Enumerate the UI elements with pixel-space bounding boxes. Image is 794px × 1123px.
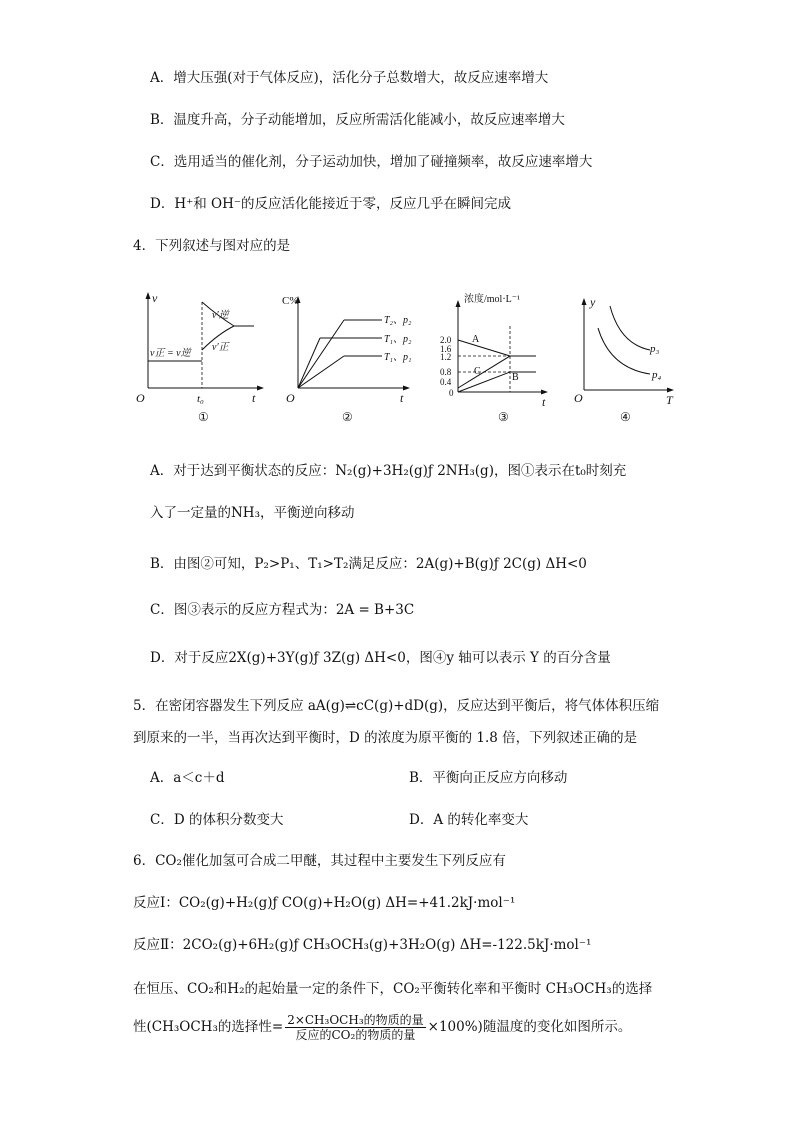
q5-option-b: B．平衡向正反应方向移动	[409, 770, 568, 786]
fig4-caption: ④	[620, 410, 631, 424]
q6-line4-prefix: 性(CH₃OCH₃的选择性=	[133, 1019, 284, 1035]
fig3-tick: 2.0	[440, 335, 452, 345]
fig3-label-c: C	[474, 366, 481, 377]
q6-stem: 6．CO₂催化加氢可合成二甲醚，其过程中主要发生下列反应有	[133, 853, 506, 869]
fraction-denominator: 反应的CO₂的物质的量	[295, 1028, 416, 1042]
fig3-caption: ③	[498, 410, 509, 424]
q3-option-c: C．选用适当的催化剂，分子运动加快，增加了碰撞频率，故反应速率增大	[150, 154, 593, 170]
q4-option-d: D．对于反应2X(g)+3Y(g)ƒ 3Z(g) ΔH<0，图④y 轴可以表示 Y 的百分含量	[150, 650, 611, 666]
q3-option-a: A．增大压强(对于气体反应)，活化分子总数增大，故反应速率增大	[150, 70, 549, 86]
fig1-equal-label: v正 = v逆	[150, 348, 191, 359]
fig4-p4-label: p₄	[652, 369, 662, 381]
fig1-v-forward-label: v′正	[212, 342, 229, 353]
figure-3	[428, 288, 560, 424]
fig1-y-label: v	[152, 291, 158, 305]
q4-option-a-line2: 入了一定量的NH₃，平衡逆向移动	[150, 505, 355, 521]
q3-option-b: B．温度升高，分子动能增加，反应所需活化能减小，故反应速率增大	[150, 112, 565, 128]
figure-2	[282, 288, 416, 424]
fraction-numerator: 2×CH₃OCH₃的物质的量	[287, 1013, 424, 1027]
q4-option-a-line1: A．对于达到平衡状态的反应：N₂(g)+3H₂(g)ƒ 2NH₃(g)，图①表示在t₀时刻充	[150, 463, 627, 479]
q5-option-d: D．A 的转化率变大	[409, 812, 529, 828]
fig3-origin: 0	[449, 388, 454, 398]
q6-reaction-1: 反应Ⅰ：CO₂(g)+H₂(g)ƒ CO(g)+H₂O(g) ΔH=+41.2kJ·mol⁻¹	[133, 895, 516, 911]
q6-paragraph-line4	[133, 1010, 631, 1044]
fig2-curve-t2p2	[298, 320, 344, 388]
fig3-x-label: t	[542, 395, 546, 409]
fig3-line-b	[458, 372, 510, 392]
q5-option-c: C．D 的体积分数变大	[150, 812, 284, 828]
q4-option-c: C．图③表示的反应方程式为：2A = B+3C	[150, 602, 415, 618]
fig3-tick: 0.8	[440, 367, 452, 377]
fig3-label-b: B	[512, 372, 519, 383]
fig1-x-label: t	[252, 391, 256, 405]
q5-stem-line1: 5．在密闭容器发生下列反应 aA(g)⇌cC(g)+dD(g)，反应达到平衡后，将气体体积压缩	[133, 698, 660, 714]
selectivity-fraction	[285, 1013, 425, 1042]
q4-stem: 4．下列叙述与图对应的是	[133, 238, 291, 254]
fig4-x-label: T	[666, 393, 673, 407]
q6-line4-suffix: ×100%)随温度的变化如图所示。	[427, 1019, 632, 1035]
q4-option-b: B．由图②可知，P₂>P₁、T₁>T₂满足反应：2A(g)+B(g)ƒ 2C(g) ΔH<0	[150, 556, 587, 572]
fig3-label-a: A	[472, 334, 480, 345]
fig3-line-a	[458, 340, 510, 356]
fig3-tick: 0.4	[440, 377, 452, 387]
fig3-y-label: 浓度/mol·L⁻¹	[464, 294, 521, 305]
q5-option-a: A．a＜c＋d	[150, 770, 225, 786]
fig1-caption: ①	[198, 410, 209, 424]
fig3-tick: 1.2	[440, 352, 452, 362]
q6-reaction-2: 反应Ⅱ：2CO₂(g)+6H₂(g)ƒ CH₃OCH₃(g)+3H₂O(g) ΔH=-122.5kJ·mol⁻¹	[133, 937, 592, 953]
fig1-t0-label: t₀	[197, 393, 204, 405]
fig4-curve-p3	[610, 306, 650, 350]
figure-4	[570, 288, 682, 424]
fig1-origin: O	[136, 391, 145, 405]
fig4-origin: O	[574, 391, 583, 405]
figure-1	[136, 288, 268, 424]
fig1-v-reverse-label: v′逆	[212, 310, 229, 321]
q5-stem-line2: 到原来的一半，当再次达到平衡时，D 的浓度为原平衡的 1.8 倍，下列叙述正确的是	[133, 730, 638, 746]
q3-option-d: D．H⁺和 OH⁻的反应活化能接近于零，反应几乎在瞬间完成	[150, 196, 511, 212]
fig2-caption: ②	[342, 410, 353, 424]
fig3-tick: 1.6	[440, 344, 452, 354]
fig2-curve3-label: T₁、p₁	[384, 352, 412, 363]
q6-paragraph-line3: 在恒压、CO₂和H₂的起始量一定的条件下，CO₂平衡转化率和平衡时 CH₃OCH₃的选择	[133, 981, 653, 997]
fig4-y-label: y	[590, 295, 596, 309]
fig2-y-label: C%	[282, 295, 299, 307]
fig4-p3-label: p₃	[650, 343, 660, 355]
fig2-x-label: t	[400, 391, 404, 405]
fig2-curve1-label: T₂、p₂	[384, 315, 412, 326]
fig2-origin: O	[286, 391, 295, 405]
fig2-curve2-label: T₁、p₂	[384, 334, 412, 345]
